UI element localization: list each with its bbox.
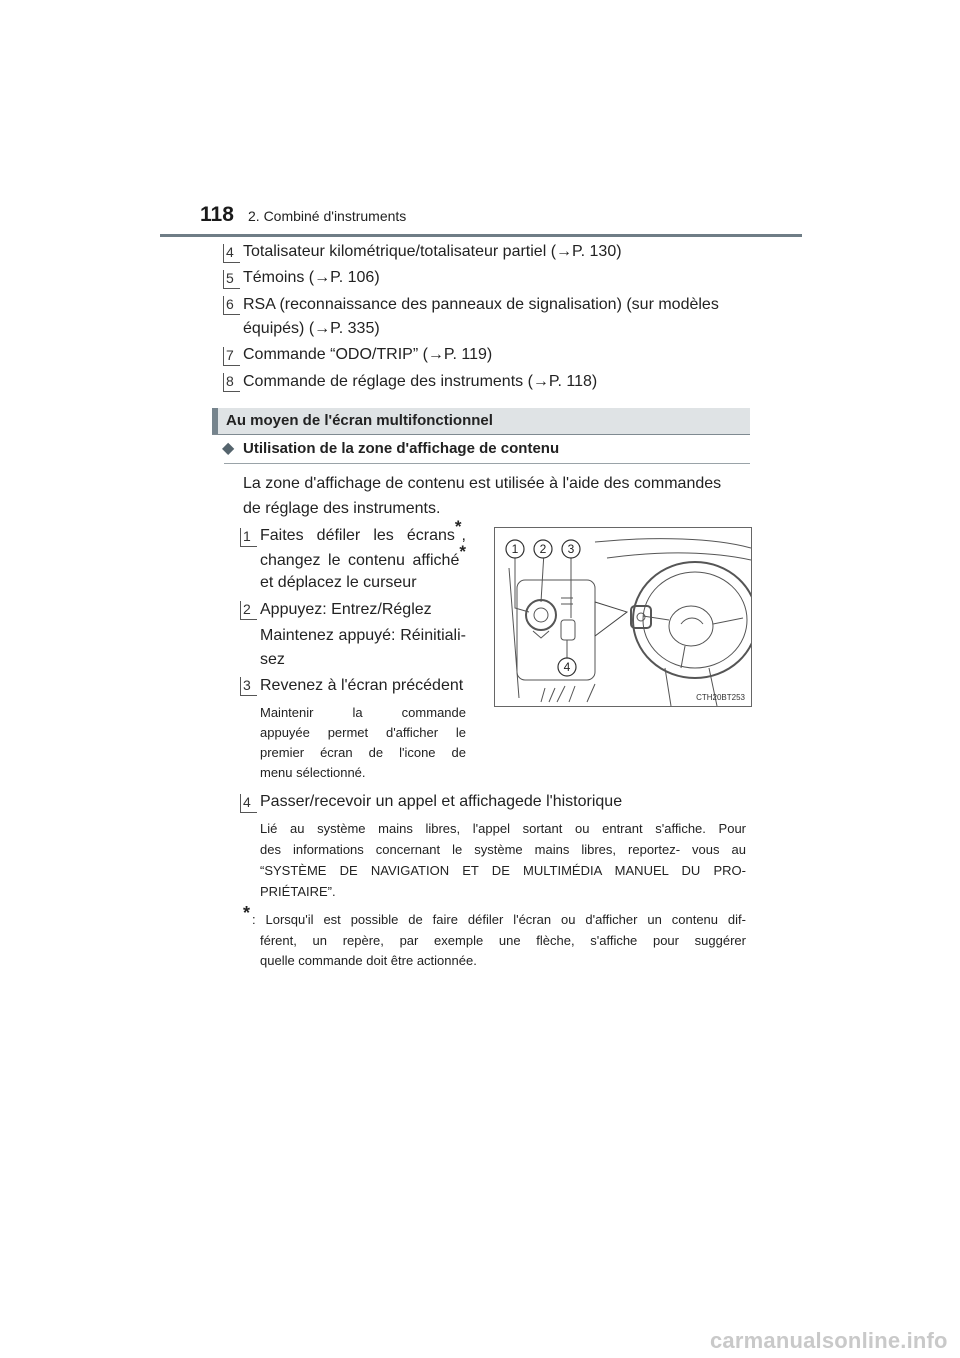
footnote-mark: * xyxy=(243,903,251,923)
subheading: Utilisation de la zone d'affichage de contenu xyxy=(243,440,560,457)
footnote-line: férent, un repère, par exemple une flèche, s'affiche pour suggérer xyxy=(260,933,746,948)
chapter-title: 2. Combiné d'instruments xyxy=(248,208,407,224)
item-3-note: menu sélectionné. xyxy=(260,765,366,780)
item-1-line-1: Faites défiler les écrans*, xyxy=(260,516,466,544)
page-number: 118 xyxy=(200,203,234,226)
item-4-note: “SYSTÈME DE NAVIGATION ET DE MULTIMÉDIA MANUEL DU PRO- xyxy=(260,863,746,878)
watermark: carmanualsonline.info xyxy=(710,1328,948,1353)
item-1-line-2: changez le contenu affiché* xyxy=(260,541,466,569)
item-number: 4 xyxy=(240,794,257,813)
item-number: 1 xyxy=(240,528,257,547)
item-number: 8 xyxy=(223,373,240,392)
section-heading-bar xyxy=(212,408,750,435)
item-number: 3 xyxy=(240,677,257,696)
list-item-text: RSA (reconnaissance des panneaux de signalisation) (sur modèles xyxy=(243,296,719,313)
steering-wheel-illustration xyxy=(494,527,752,707)
item-3-note: Maintenir la commande xyxy=(260,705,466,720)
section-stripe xyxy=(212,408,218,434)
list-item-text: Commande de réglage des instruments (→P. 118) xyxy=(243,373,598,390)
intro-line: La zone d'affichage de contenu est utilisée à l'aide des commandes xyxy=(243,475,722,492)
callout-label: 2 xyxy=(539,542,547,556)
callout-label: 1 xyxy=(511,542,519,556)
diamond-bullet-icon: ◆ xyxy=(222,440,235,457)
list-item-text-cont: équipés) (→P. 335) xyxy=(243,320,380,337)
item-4-note: Lié au système mains libres, l'appel sortant ou entrant s'affiche. Pour xyxy=(260,821,746,836)
header-rule xyxy=(160,234,802,237)
footnote-line: : Lorsqu'il est possible de faire défiler l'écran ou d'afficher un contenu dif- xyxy=(252,912,746,927)
item-4-line-1: Passer/recevoir un appel et affichagede l'historique xyxy=(260,793,623,810)
item-3-note: appuyée permet d'afficher le xyxy=(260,725,466,740)
item-3-line-1: Revenez à l'écran précédent xyxy=(260,677,464,694)
item-2-line-3: sez xyxy=(260,651,285,668)
item-1-line-3: et déplacez le curseur xyxy=(260,574,417,591)
item-3-note: premier écran de l'icone de xyxy=(260,745,466,760)
item-number: 7 xyxy=(223,347,240,366)
callout-label: 4 xyxy=(563,660,571,674)
item-number: 6 xyxy=(223,296,240,315)
list-item-text: Totalisateur kilométrique/totalisateur partiel (→P. 130) xyxy=(243,243,622,260)
subheading-rule xyxy=(224,463,750,464)
list-item-text: Témoins (→P. 106) xyxy=(243,269,380,286)
section-title: Au moyen de l'écran multifonctionnel xyxy=(226,412,493,429)
item-4-note: PRIÉTAIRE”. xyxy=(260,884,336,899)
item-number: 4 xyxy=(223,244,240,263)
list-item-text: Commande “ODO/TRIP” (→P. 119) xyxy=(243,346,493,363)
illustration-code: CTH20BT253 xyxy=(696,693,745,702)
item-number: 5 xyxy=(223,270,240,289)
intro-line: de réglage des instruments. xyxy=(243,500,441,517)
callout-label: 3 xyxy=(567,542,575,556)
footnote-line: quelle commande doit être actionnée. xyxy=(260,953,477,968)
item-2-line-2: Maintenez appuyé: Réinitiali- xyxy=(260,627,466,644)
illustration-drawing xyxy=(495,528,751,706)
item-2-line-1: Appuyez: Entrez/Réglez xyxy=(260,601,432,618)
item-number: 2 xyxy=(240,601,257,620)
item-4-note: des informations concernant le système mains libres, reportez- vous au xyxy=(260,842,746,857)
